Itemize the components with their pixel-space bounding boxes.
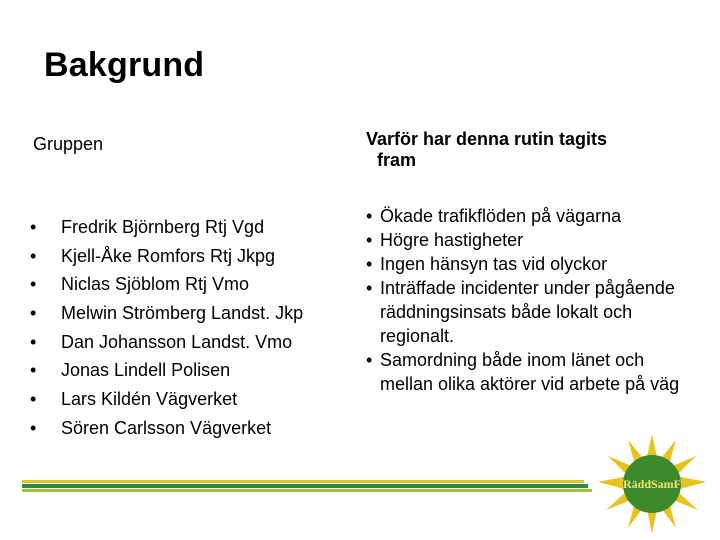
group-heading: Gruppen: [33, 134, 104, 154]
member-item: • Jonas Lindell Polisen: [30, 359, 303, 388]
footer-stripes: [22, 480, 592, 494]
reason-item: • Ingen hänsyn tas vid olyckor: [366, 252, 696, 276]
member-list: [30, 216, 303, 446]
raddsamf-logo: [596, 432, 708, 536]
reason-heading: [366, 129, 686, 171]
member-item: • Kjell-Åke Romfors Rtj Jkpg: [30, 245, 303, 274]
member-item: • Sören Carlsson Vägverket: [30, 417, 303, 446]
reason-item: • Ökade trafikflöden på vägarna: [366, 204, 696, 228]
reason-item: • Högre hastigheter: [366, 228, 696, 252]
member-item: • Dan Johansson Landst. Vmo: [30, 331, 303, 360]
reason-item: • Samordning både inom länet och mellan olika aktörer vid arbete på väg: [366, 348, 696, 396]
stripe-yellow: [22, 480, 584, 483]
reason-item: • Inträffade incidenter under pågående räddningsinsats både lokalt och regionalt.: [366, 276, 696, 348]
stripe-green: [22, 484, 588, 488]
logo-text: RäddSamF: [622, 477, 682, 491]
stripe-lightgreen: [22, 489, 592, 492]
slide-title: Bakgrund: [44, 46, 205, 84]
member-item: • Fredrik Björnberg Rtj Vgd: [30, 216, 303, 245]
member-item: • Lars Kildén Vägverket: [30, 388, 303, 417]
reason-heading-line1: Varför har denna rutin tagits: [366, 129, 608, 149]
reason-list: [366, 204, 696, 396]
member-item: • Melwin Strömberg Landst. Jkp: [30, 302, 303, 331]
member-item: • Niclas Sjöblom Rtj Vmo: [30, 273, 303, 302]
reason-heading-line2: fram: [377, 150, 417, 170]
